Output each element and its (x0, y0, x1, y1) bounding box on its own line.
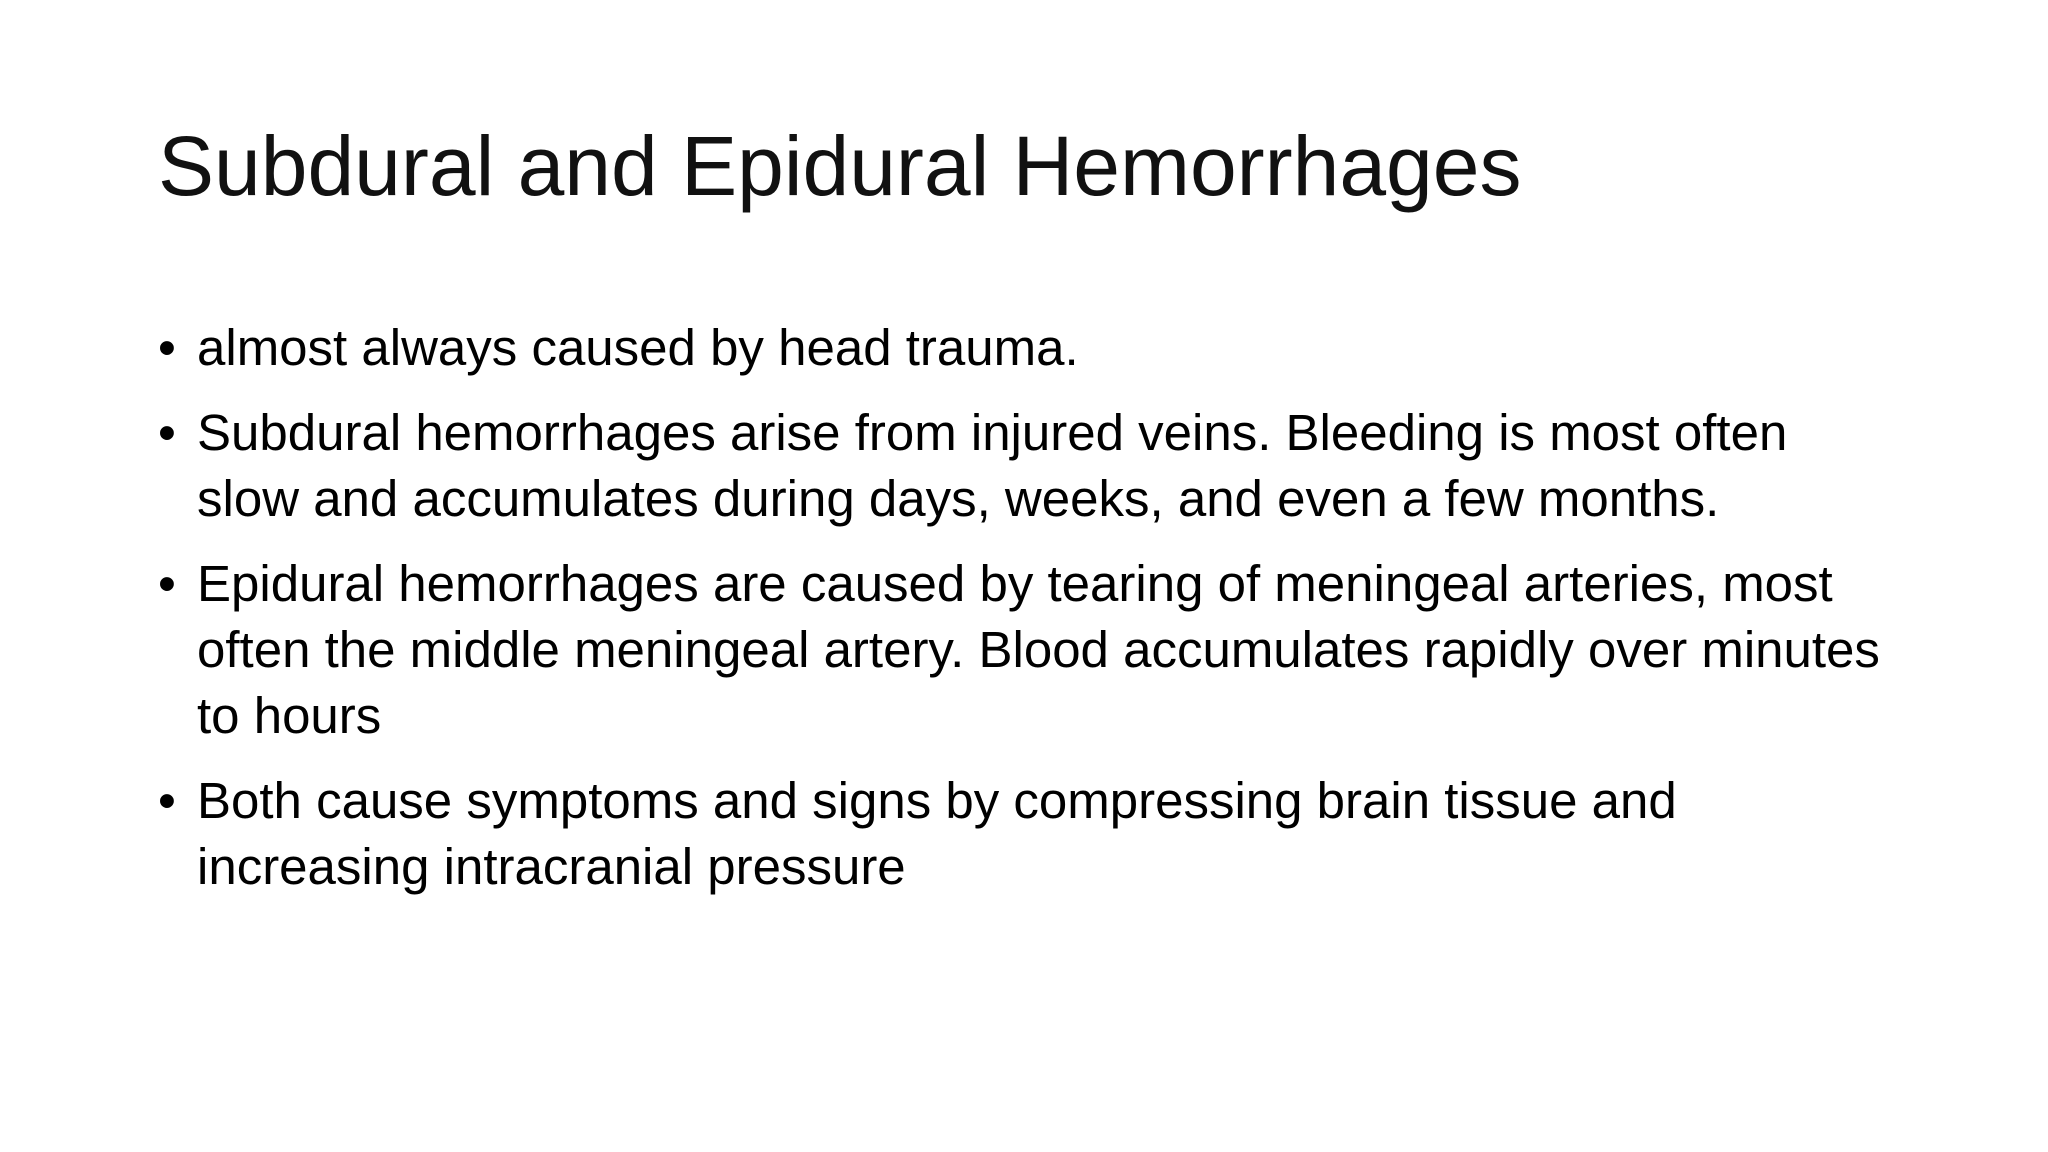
bullet-icon: • (158, 404, 176, 461)
bullet-text: almost always caused by head trauma. (197, 319, 1079, 376)
bullet-item (158, 768, 1898, 900)
bullet-item (158, 315, 1898, 381)
slide-title: Subdural and Epidural Hemorrhages (158, 119, 1522, 213)
bullet-text: Both cause symptoms and signs by compressing brain tissue and increasing intracranial pressure (197, 772, 1677, 895)
bullet-list (158, 315, 1898, 919)
bullet-icon: • (158, 772, 176, 829)
bullet-text: Epidural hemorrhages are caused by tearing of meningeal arteries, most often the middle meningeal artery. Blood accumulates rapidly over minutes to hours (197, 555, 1880, 744)
bullet-text: Subdural hemorrhages arise from injured veins. Bleeding is most often slow and accumulates during days, weeks, and even a few months. (197, 404, 1788, 527)
bullet-item (158, 400, 1898, 532)
bullet-icon: • (158, 319, 176, 376)
bullet-icon: • (158, 555, 176, 612)
bullet-item (158, 551, 1898, 749)
